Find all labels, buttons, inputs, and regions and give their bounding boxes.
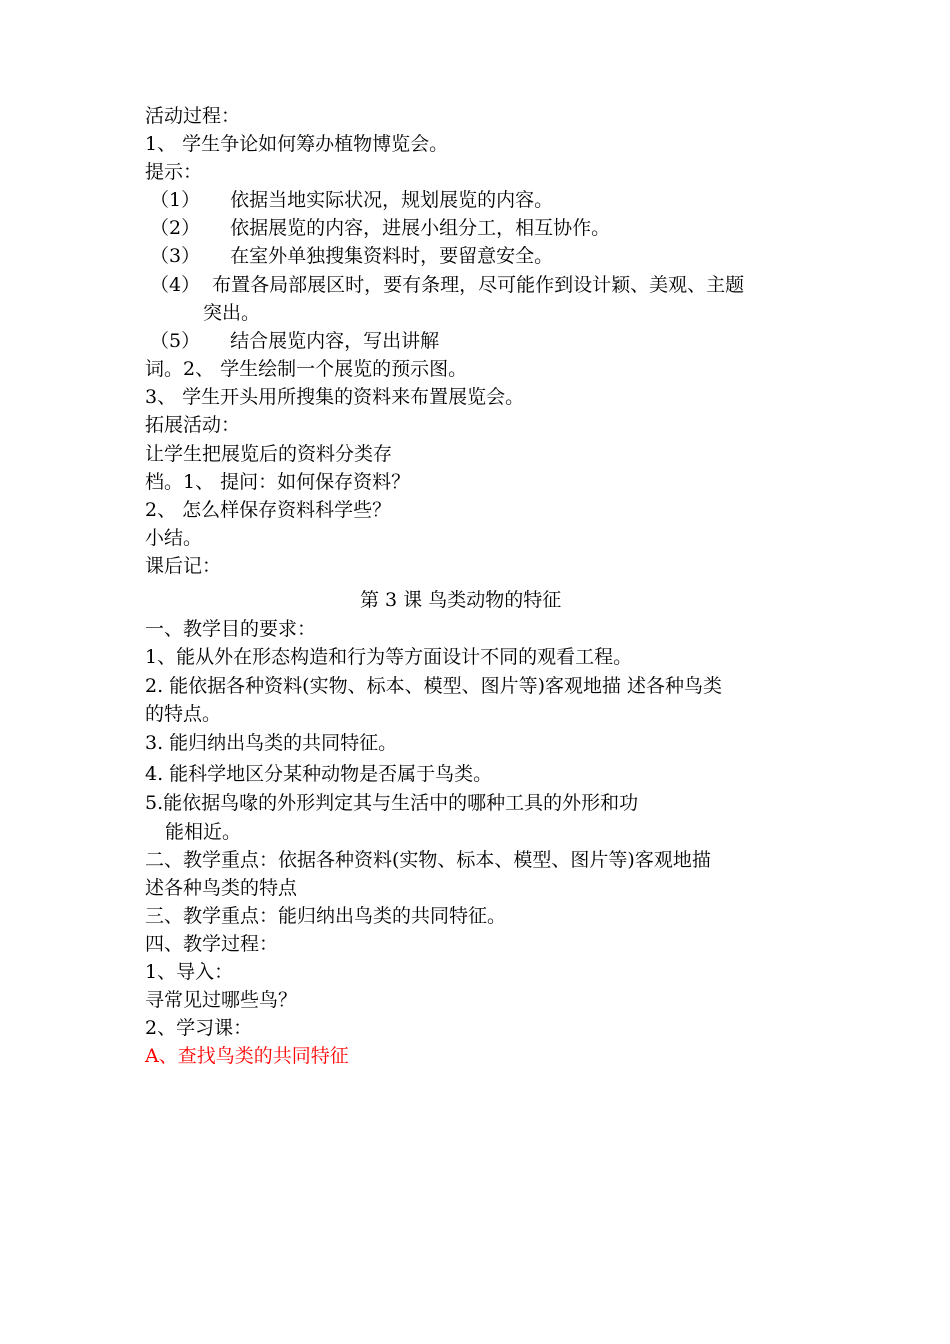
activity-process-heading: 活动过程： <box>145 105 241 127</box>
hint-4 <box>150 271 744 299</box>
hint-5 <box>150 327 439 355</box>
after-class-notes-label: 课后记： <box>145 555 222 577</box>
hint-5-number: （5） <box>150 330 201 352</box>
objective-3: 3. 能归纳出鸟类的共同特征。 <box>145 732 398 754</box>
hint-3 <box>150 242 553 270</box>
section-3-heading: 三、教学重点：能归纳出鸟类的共同特征。 <box>145 905 507 927</box>
step-2-draw: 词。2、 学生绘制一个展览的预示图。 <box>145 358 468 380</box>
section-1-heading: 一、教学目的要求： <box>145 618 317 640</box>
step-3-arrange: 3、 学生开头用所搜集的资料来布置展览会。 <box>145 386 525 408</box>
hint-2 <box>150 214 610 242</box>
extension-question-1: 档。1、 提问：如何保存资料？ <box>145 471 411 493</box>
extension-heading: 拓展活动： <box>145 414 241 436</box>
hint-4-number: （4） <box>150 274 201 296</box>
section-2-continuation: 述各种鸟类的特点 <box>145 877 298 899</box>
objective-5-continuation: 能相近。 <box>165 821 242 843</box>
step-learning-label: 2、学习课： <box>145 1017 253 1039</box>
extension-text: 让学生把展览后的资料分类存 <box>145 443 393 465</box>
objective-2-continuation: 的特点。 <box>145 703 222 725</box>
intro-question: 寻常见过哪些鸟？ <box>145 989 298 1011</box>
hint-4-text: 布置各局部展区时，要有条理，尽可能作到设计颖、美观、主题 <box>212 274 745 296</box>
hint-1 <box>150 186 553 214</box>
hint-2-text: 依据展览的内容，进展小组分工，相互协作。 <box>230 217 611 239</box>
objective-5: 5.能依据鸟喙的外形判定其与生活中的哪种工具的外形和功 <box>145 792 639 814</box>
section-2-heading: 二、教学重点：依据各种资料(实物、标本、模型、图片等)客观地描 <box>145 849 711 871</box>
step-intro-label: 1、导入： <box>145 961 234 983</box>
lesson-3-title: 第 3 课 鸟类动物的特征 <box>360 589 562 611</box>
hint-2-number: （2） <box>150 217 201 239</box>
hint-5-text: 结合展览内容，写出讲解 <box>230 330 440 352</box>
extension-question-2: 2、 怎么样保存资料科学些？ <box>145 499 392 521</box>
hint-3-text: 在室外单独搜集资料时，要留意安全。 <box>230 245 554 267</box>
objective-4: 4. 能科学地区分某种动物是否属于鸟类。 <box>145 763 493 785</box>
objective-1: 1、能从外在形态构造和行为等方面设计不同的观看工程。 <box>145 646 633 668</box>
hints-heading: 提示： <box>145 161 203 183</box>
highlighted-subheading: A、查找鸟类的共同特征 <box>145 1045 349 1067</box>
summary-label: 小结。 <box>145 527 203 549</box>
step-1-discuss: 1、 学生争论如何筹办植物博览会。 <box>145 133 449 155</box>
hint-3-number: （3） <box>150 245 201 267</box>
section-4-heading: 四、教学过程： <box>145 933 279 955</box>
hint-4-continuation: 突出。 <box>203 302 261 324</box>
hint-1-text: 依据当地实际状况，规划展览的内容。 <box>230 189 554 211</box>
hint-1-number: （1） <box>150 189 201 211</box>
objective-2: 2. 能依据各种资料(实物、标本、模型、图片等)客观地描 述各种鸟类 <box>145 675 723 697</box>
